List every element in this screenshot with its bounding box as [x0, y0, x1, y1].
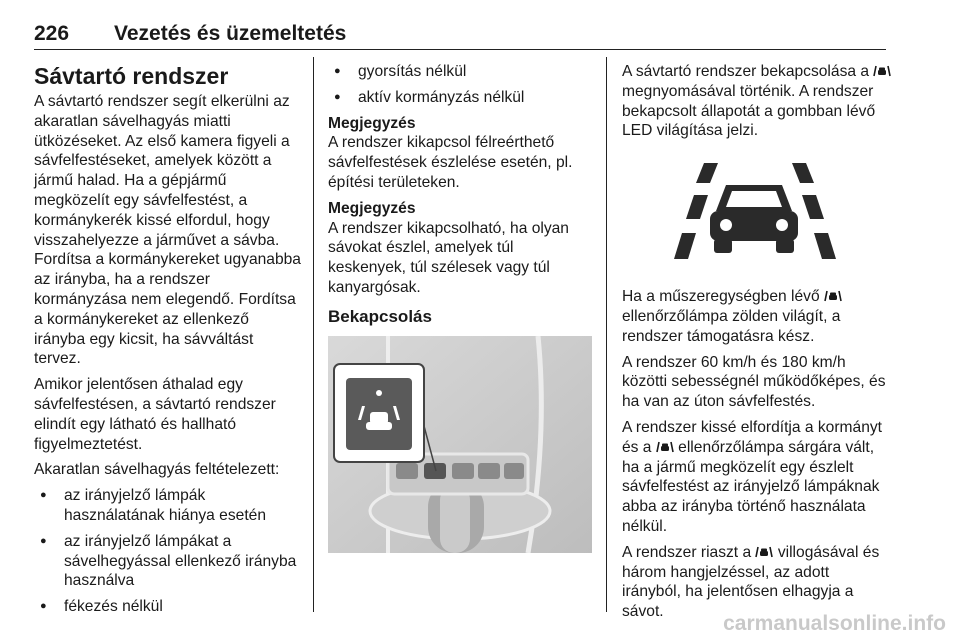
lane-keep-assist-icon: [656, 440, 674, 454]
list-item: ● gyorsítás nélkül: [328, 62, 592, 82]
section-title: Sávtartó rendszer: [34, 63, 229, 89]
paragraph-speed: A rendszer 60 km/h és 180 km/h közötti sebességnél működőképes, és ha van az úton sávfelfestés.: [622, 353, 886, 411]
page-header: [34, 20, 886, 46]
paragraph-steering: A rendszer kissé elfordítja a kormányt és a ellenőrzőlámpa sárgára vált, ha a jármű megközelít egy észlelt sávfelfestést az irányjelző lámpáknak abba az irányba történő használata nélkül.: [622, 418, 883, 535]
note-text: A rendszer kikapcsol félreérthető sávfelfestések észlelése esetén, pl. építési területeken.: [328, 134, 573, 191]
list-item: ● az irányjelző lámpákat a sávelhegyással ellenkező irányba használva: [34, 532, 304, 591]
lane-keep-assist-icon: [824, 289, 842, 303]
column-1: [34, 62, 304, 623]
lane-keep-assist-symbol: [622, 155, 886, 265]
list-item: ● aktív kormányzás nélkül: [328, 88, 592, 108]
chapter-title: Vezetés és üzemeltetés: [114, 22, 347, 45]
paragraph-alert: A rendszer riaszt a villogásával és három hangjelzéssel, az adott irányból, ha jelentősen elhagyja a sávot.: [622, 543, 880, 621]
column-divider-2: [606, 57, 607, 612]
section-heading: Bekapcsolás: [328, 306, 432, 326]
list-item: ● fékezés nélkül: [34, 597, 304, 617]
note-title: Megjegyzés: [328, 199, 416, 217]
note-title: Megjegyzés: [328, 114, 416, 132]
paragraph-warning: Amikor jelentősen áthalad egy sávfelfestésen, a sávtartó rendszer elindít egy látható és hallható figyelmeztetést.: [34, 376, 276, 453]
paragraph-activation: A sávtartó rendszer bekapcsolása a megnyomásával történik. A rendszer bekapcsolt állapotát a gombban lévő LED világítása jelzi.: [622, 62, 892, 141]
console-button-illustration: [328, 336, 592, 553]
watermark: carmanualsonline.info: [723, 612, 946, 635]
column-divider-1: [313, 57, 314, 612]
note-text: A rendszer kikapcsolható, ha olyan sávokat észlel, amelyek túl keskenyek, túl szélesek vagy túl kanyargósak.: [328, 219, 569, 296]
paragraph-intro: A sávtartó rendszer segít elkerülni az akaratlan sávelhagyás miatti ütközéseket. Az első kamera figyeli a sávfelfestéseket, amelyek között a jármű halad. Ha a gépjármű megközelít egy sávfelfestést, a kormánykerék kissé elfordul, hogy visszahelyezze a járművet a sávba. Fordítsa a kormánykereket ugyanabba az irányba, ha a rendszer kormányzása nem elegendő. Fordítsa a kormánykereket az ellenkező irányba egy kicsit, ha sávváltást tervez.: [34, 93, 301, 368]
paragraph-ready: Ha a műszeregységben lévő ellenőrzőlámpa zölden világít, a rendszer támogatásra kész.: [622, 288, 841, 345]
list-item: ● az irányjelző lámpák használatának hiánya esetén: [34, 486, 304, 526]
column-3: [622, 62, 892, 628]
lane-keep-assist-icon: [755, 545, 773, 559]
header-rule: [34, 49, 886, 50]
page-number: 226: [34, 22, 70, 45]
column-2: [328, 62, 592, 553]
paragraph-conditions: Akaratlan sávelhagyás feltételezett:: [34, 461, 280, 479]
lane-keep-assist-icon: [873, 64, 891, 78]
